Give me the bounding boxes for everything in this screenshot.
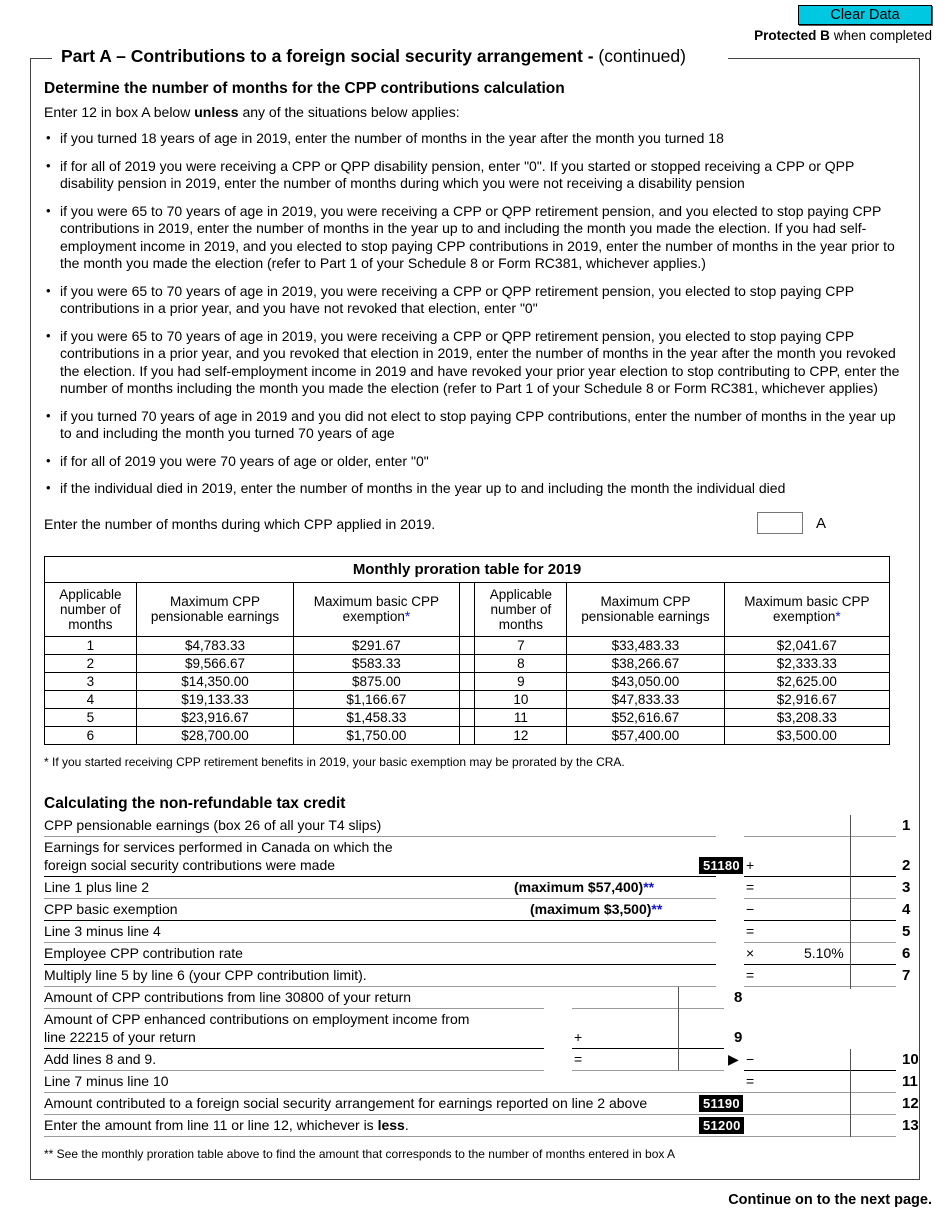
cell-exemption: $2,625.00 xyxy=(724,672,889,690)
asterisk-icon: * xyxy=(835,609,841,624)
cell-pensionable: $43,050.00 xyxy=(567,672,724,690)
calc-line-2-operator: + xyxy=(746,856,755,873)
cell-exemption: $1,458.33 xyxy=(294,708,459,726)
calc-line-11-amount-input[interactable] xyxy=(762,1072,850,1089)
cell-exemption: $583.33 xyxy=(294,654,459,672)
column-header-pensionable-left: Maximum CPP pensionable earnings xyxy=(136,582,293,636)
calc-line-9-amount-input[interactable] xyxy=(590,1028,678,1045)
table-spacer-cell xyxy=(459,708,475,726)
box-a-row xyxy=(44,512,910,542)
box-a-label: Enter the number of months during which CPP applied in 2019. xyxy=(44,515,436,532)
calc-line-2-label-a: Earnings for services performed in Canada on which the xyxy=(44,838,393,855)
transfer-arrow-icon: ▶ xyxy=(728,1050,739,1067)
exemption-header-text-right: Maximum basic CPP exemption xyxy=(744,594,870,624)
calc-line-9-amount-rule xyxy=(572,1048,724,1049)
proration-footnote: * If you started receiving CPP retirement benefits in 2019, your basic exemption may be prorated by the CRA. xyxy=(44,754,625,769)
calc-line-10-number: 10 xyxy=(902,1050,919,1068)
calc-line-7-amount-input[interactable] xyxy=(762,966,850,983)
list-item: • if you were 65 to 70 years of age in 2019, you were receiving a CPP or QPP retirement pension, you elected to stop paying CPP contributions in a prior year, and you revoked that election in 2019, enter the number of months in the year after the month you revoked the election. If you had self-employment income in 2019 and have revoked your prior year election to stop contributing to CPP, enter the number of months including the month you made the election (refer to Part 1 of your Schedule 8 or Form RC381, whichever applies) xyxy=(44,328,910,398)
cell-pensionable: $57,400.00 xyxy=(567,726,724,744)
calc-line-9-operator: + xyxy=(574,1028,583,1045)
calc-line-12-amount-input[interactable] xyxy=(746,1094,850,1111)
lead-unless: unless xyxy=(194,104,239,120)
calc-line-2-rule xyxy=(44,876,716,877)
cell-months: 4 xyxy=(45,690,137,708)
cell-pensionable: $14,350.00 xyxy=(136,672,293,690)
calc-line-4-label: CPP basic exemption xyxy=(44,900,178,917)
cents-divider-upper xyxy=(850,815,851,989)
calc-line-1-label: CPP pensionable earnings (box 26 of all your T4 slips) xyxy=(44,816,382,833)
calc-line-11-rule xyxy=(44,1092,896,1093)
calc-line-5-label: Line 3 minus line 4 xyxy=(44,922,161,939)
monthly-proration-table xyxy=(44,556,890,745)
calc-line-7-label: Multiply line 5 by line 6 (your CPP contribution limit). xyxy=(44,966,367,983)
calc-line-13-rule xyxy=(44,1136,896,1137)
list-item: • if the individual died in 2019, enter the number of months in the year up to and including the month the individual died xyxy=(44,480,910,498)
cell-exemption: $1,166.67 xyxy=(294,690,459,708)
calc-line-10-inner-operator: = xyxy=(574,1050,583,1067)
calc-line-3-amount-rule xyxy=(744,898,896,899)
table-row xyxy=(45,672,890,690)
calc-line-3-amount-input[interactable] xyxy=(762,878,850,895)
box-a-input[interactable] xyxy=(757,512,803,534)
box-a-letter: A xyxy=(816,514,827,532)
calc-line-2-number: 2 xyxy=(902,856,911,874)
list-item: • if you were 65 to 70 years of age in 2019, you were receiving a CPP or QPP retirement pension, and you elected to stop paying CPP contributions in 2019, enter the number of months in the year up to and including the month you made the election. If you had self-employment income in 2019, and you elected to stop paying CPP contributions in 2019, enter the number of months in the year prior to the month you made the election (refer to Part 1 of your Schedule 8 or Form RC381, whichever applies.) xyxy=(44,203,910,273)
double-asterisk-icon: ** xyxy=(651,900,663,917)
cell-months: 5 xyxy=(45,708,137,726)
table-row xyxy=(45,708,890,726)
list-item: • if you turned 70 years of age in 2019 and you did not elect to stop paying CPP contributions, enter the number of months in the year up to and including the month you turned 70 years of age xyxy=(44,408,910,443)
part-a-title: Part A – Contributions to a foreign social security arrangement - xyxy=(61,46,599,66)
calc-line-4-maximum-text: (maximum $3,500) xyxy=(530,900,652,917)
calc-line-4-amount-input[interactable] xyxy=(762,900,850,917)
cell-months: 9 xyxy=(475,672,567,690)
cell-exemption: $1,750.00 xyxy=(294,726,459,744)
calc-line-12-label: Amount contributed to a foreign social security arrangement for earnings reported on line 2 above xyxy=(44,1094,648,1111)
list-item: • if you were 65 to 70 years of age in 2019, you were receiving a CPP or QPP retirement pension, you elected to stop paying CPP contributions in a prior year, and you have not revoked that election, enter "0" xyxy=(44,283,910,318)
calc-line-6-rate-value: 5.10% xyxy=(804,944,844,961)
calc-line-10-rule xyxy=(44,1070,544,1071)
calculation-heading: Calculating the non-refundable tax credit xyxy=(44,794,346,812)
calc-line-13-label xyxy=(44,1117,409,1133)
field-code-51190: 51190 xyxy=(699,1095,743,1112)
lead-part-2: any of the situations below applies: xyxy=(238,104,460,120)
list-item: • if for all of 2019 you were receiving a CPP or QPP disability pension, enter "0". If you started or stopped receiving a CPP or QPP disability pension in 2019, enter the number of months during which you were not receiving a disability pension xyxy=(44,158,910,193)
calc-line-12-number: 12 xyxy=(902,1094,919,1112)
cell-months: 12 xyxy=(475,726,567,744)
cell-months: 7 xyxy=(475,636,567,654)
cell-pensionable: $9,566.67 xyxy=(136,654,293,672)
list-item: • if you turned 18 years of age in 2019, enter the number of months in the year after the month you turned 18 xyxy=(44,130,910,148)
cell-exemption: $3,500.00 xyxy=(724,726,889,744)
calc-line-7-number: 7 xyxy=(902,966,911,984)
calc-line-3-operator: = xyxy=(746,878,755,895)
calc-line-1-amount-rule xyxy=(744,836,896,837)
calc-line-3-maximum-note xyxy=(514,879,654,895)
calc-line-6-number: 6 xyxy=(902,944,911,962)
calc-line-8-number: 8 xyxy=(734,988,743,1006)
calc-line-3-number: 3 xyxy=(902,878,911,896)
calc-line-3-label: Line 1 plus line 2 xyxy=(44,878,150,895)
calc-line-8-amount-input[interactable] xyxy=(574,990,678,1007)
calc-line-8-rule xyxy=(44,1008,544,1009)
table-row xyxy=(45,690,890,708)
calc-line-13-amount-input[interactable] xyxy=(746,1116,850,1133)
table-title-row xyxy=(45,556,890,582)
cell-pensionable: $4,783.33 xyxy=(136,636,293,654)
table-spacer-column xyxy=(459,582,475,636)
table-spacer-cell xyxy=(459,690,475,708)
continue-next-page-label: Continue on to the next page. xyxy=(728,1192,932,1208)
calc-line-1-rule xyxy=(44,836,716,837)
field-code-51180: 51180 xyxy=(699,857,743,874)
clear-data-button[interactable]: Clear Data xyxy=(798,5,932,25)
form-content xyxy=(44,80,919,1161)
calc-line-9-label-a: Amount of CPP enhanced contributions on employment income from xyxy=(44,1010,470,1027)
cell-months: 6 xyxy=(45,726,137,744)
calc-line-4-operator: − xyxy=(746,900,755,917)
calc-line-7-operator: = xyxy=(746,966,755,983)
calc-line-9-rule xyxy=(44,1048,544,1049)
protected-b-suffix: when completed xyxy=(829,28,932,43)
calc-line-3-maximum-text: (maximum $57,400) xyxy=(514,878,644,895)
column-header-months-left: Applicable number of months xyxy=(45,582,137,636)
cell-pensionable: $47,833.33 xyxy=(567,690,724,708)
column-header-months-right: Applicable number of months xyxy=(475,582,567,636)
list-item: • if for all of 2019 you were 70 years of age or older, enter "0" xyxy=(44,453,910,471)
column-header-exemption-left xyxy=(294,582,459,636)
column-header-pensionable-right: Maximum CPP pensionable earnings xyxy=(567,582,724,636)
calc-line-10-operator: − xyxy=(746,1050,755,1067)
calc-line-10-label: Add lines 8 and 9. xyxy=(44,1050,157,1067)
cell-exemption: $2,916.67 xyxy=(724,690,889,708)
double-asterisk-icon: ** xyxy=(643,878,655,895)
determine-heading: Determine the number of months for the CPP contributions calculation xyxy=(44,80,565,97)
calc-line-1-number: 1 xyxy=(902,816,911,834)
protected-b-label: Protected B xyxy=(754,28,830,43)
asterisk-icon: * xyxy=(404,609,411,624)
top-bar xyxy=(0,0,950,46)
table-spacer-cell xyxy=(459,636,475,654)
calc-line-10-inner-rule xyxy=(572,1070,724,1071)
cell-months: 1 xyxy=(45,636,137,654)
cell-pensionable: $38,266.67 xyxy=(567,654,724,672)
calc-line-13-text-a: Enter the amount from line 11 or line 12, whichever is xyxy=(44,1116,378,1133)
lead-part-1: Enter 12 in box A below xyxy=(44,104,195,120)
table-row xyxy=(45,636,890,654)
part-a-legend xyxy=(56,46,691,67)
calc-line-11-operator: = xyxy=(746,1072,755,1089)
calc-line-6-rule xyxy=(44,964,716,965)
calc-line-2-amount-input[interactable] xyxy=(762,856,850,873)
cell-pensionable: $52,616.67 xyxy=(567,708,724,726)
cell-pensionable: $23,916.67 xyxy=(136,708,293,726)
calc-line-13-text-c: . xyxy=(404,1116,409,1133)
cell-months: 3 xyxy=(45,672,137,690)
calc-line-4-rule xyxy=(44,920,716,921)
calc-line-11-label: Line 7 minus line 10 xyxy=(44,1072,169,1089)
cell-exemption: $2,333.33 xyxy=(724,654,889,672)
calc-line-11-number: 11 xyxy=(902,1072,918,1090)
cell-pensionable: $33,483.33 xyxy=(567,636,724,654)
calc-line-5-operator: = xyxy=(746,922,755,939)
calc-line-6-operator: × xyxy=(746,944,755,961)
exemption-header-text-left: Maximum basic CPP exemption xyxy=(313,594,439,624)
cell-exemption: $3,208.33 xyxy=(724,708,889,726)
cell-exemption: $875.00 xyxy=(294,672,459,690)
table-header-row xyxy=(45,582,890,636)
calc-line-8-amount-rule xyxy=(572,1008,724,1009)
calc-line-4-number: 4 xyxy=(902,900,911,918)
cell-pensionable: $19,133.33 xyxy=(136,690,293,708)
calc-line-7-amount-rule xyxy=(744,986,896,987)
calc-line-4-maximum-note xyxy=(530,901,662,917)
situation-bullet-list xyxy=(44,130,910,498)
cell-months: 10 xyxy=(475,690,567,708)
calc-line-5-amount-rule xyxy=(744,942,896,943)
field-code-51200: 51200 xyxy=(699,1117,744,1134)
calc-line-13-text-less: less xyxy=(377,1116,405,1133)
calc-line-4-amount-rule xyxy=(744,920,896,921)
calc-line-6-label: Employee CPP contribution rate xyxy=(44,944,243,961)
table-row xyxy=(45,726,890,744)
calc-line-9-number: 9 xyxy=(734,1028,743,1046)
cents-divider-middle xyxy=(678,987,679,1071)
table-spacer-cell xyxy=(459,654,475,672)
cell-exemption: $2,041.67 xyxy=(724,636,889,654)
calc-line-3-rule xyxy=(44,898,716,899)
table-spacer-cell xyxy=(459,726,475,744)
calc-line-2-label-b: foreign social security contributions were made xyxy=(44,856,336,873)
column-header-exemption-right xyxy=(724,582,889,636)
calc-line-2-amount-rule xyxy=(744,876,896,877)
protected-b-notice xyxy=(754,28,932,43)
table-row xyxy=(45,654,890,672)
calculation-grid xyxy=(44,816,919,1161)
calc-line-13-number: 13 xyxy=(902,1116,919,1134)
cell-months: 11 xyxy=(475,708,567,726)
calc-line-9-label-b: line 22215 of your return xyxy=(44,1028,196,1045)
calc-line-5-rule xyxy=(44,942,716,943)
proration-table-title: Monthly proration table for 2019 xyxy=(45,556,890,582)
calc-line-1-amount-input[interactable] xyxy=(746,818,850,835)
cell-months: 8 xyxy=(475,654,567,672)
part-a-continued: (continued) xyxy=(598,46,686,66)
calc-line-10-subtotal-input[interactable] xyxy=(590,1050,670,1067)
calc-line-8-label: Amount of CPP contributions from line 30800 of your return xyxy=(44,988,412,1005)
calc-line-7-rule xyxy=(44,986,716,987)
cell-pensionable: $28,700.00 xyxy=(136,726,293,744)
cell-months: 2 xyxy=(45,654,137,672)
calc-line-12-rule xyxy=(44,1114,896,1115)
cents-divider-lower xyxy=(850,1049,851,1137)
calc-line-10-amount-rule xyxy=(744,1070,896,1071)
calc-line-5-number: 5 xyxy=(902,922,911,940)
calculation-footnote: ** See the monthly proration table above to find the amount that corresponds to the number of months entered in box A xyxy=(44,1146,676,1161)
table-spacer-cell xyxy=(459,672,475,690)
cell-exemption: $291.67 xyxy=(294,636,459,654)
determine-lead xyxy=(44,104,910,120)
calc-line-5-amount-input[interactable] xyxy=(762,922,850,939)
calc-line-6-amount-rule xyxy=(744,964,896,965)
